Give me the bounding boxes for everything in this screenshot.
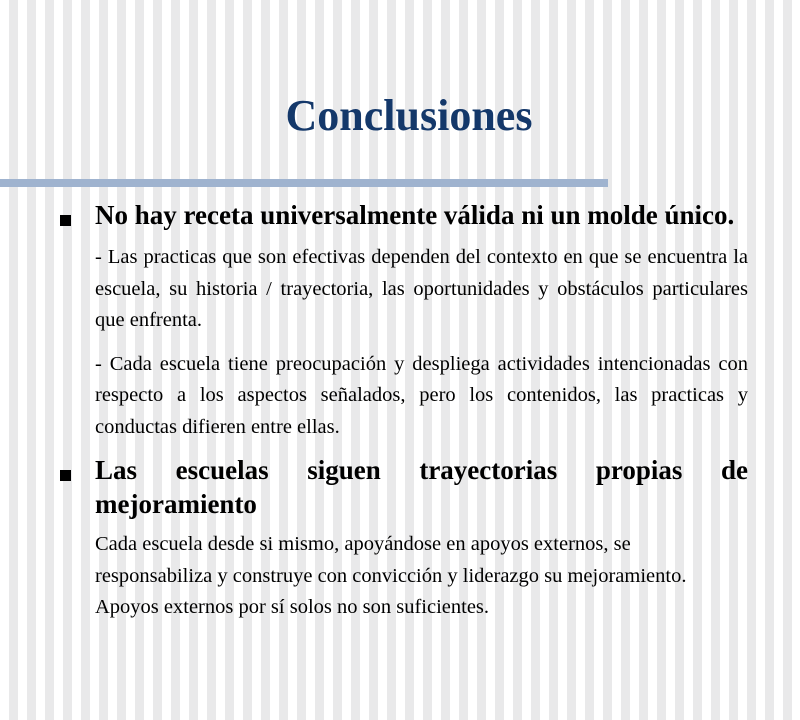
bullet-item (60, 453, 748, 521)
bullet-heading: No hay receta universalmente válida ni un molde único. (95, 200, 735, 230)
bullet-paragraph: - Las practicas que son efectivas dependen del contexto en que se encuentra la escuela, su historia / trayectoria, las oportunidades y obstáculos particulares que enfrenta. (95, 246, 748, 331)
square-bullet-icon (60, 215, 71, 226)
bullet-paragraph: - Cada escuela tiene preocupación y despliega actividades intencionadas con respecto a los aspectos señalados, pero los contenidos, las practicas y conductas difieren entre ellas. (95, 352, 748, 438)
bullet-item (60, 198, 748, 232)
bullet-heading: Las escuelas siguen trayectorias propias de mejoramiento (95, 455, 748, 519)
square-bullet-icon (60, 470, 71, 481)
bullet-paragraph: Cada escuela desde si mismo, apoyándose en apoyos externos, se responsabiliza y construye con convicción y liderazgo su mejoramiento. Apoyos externos por sí solos no son suficientes. (95, 533, 687, 618)
slide-title: Conclusiones (285, 91, 533, 140)
title-divider (0, 179, 608, 187)
slide-content (60, 198, 748, 624)
